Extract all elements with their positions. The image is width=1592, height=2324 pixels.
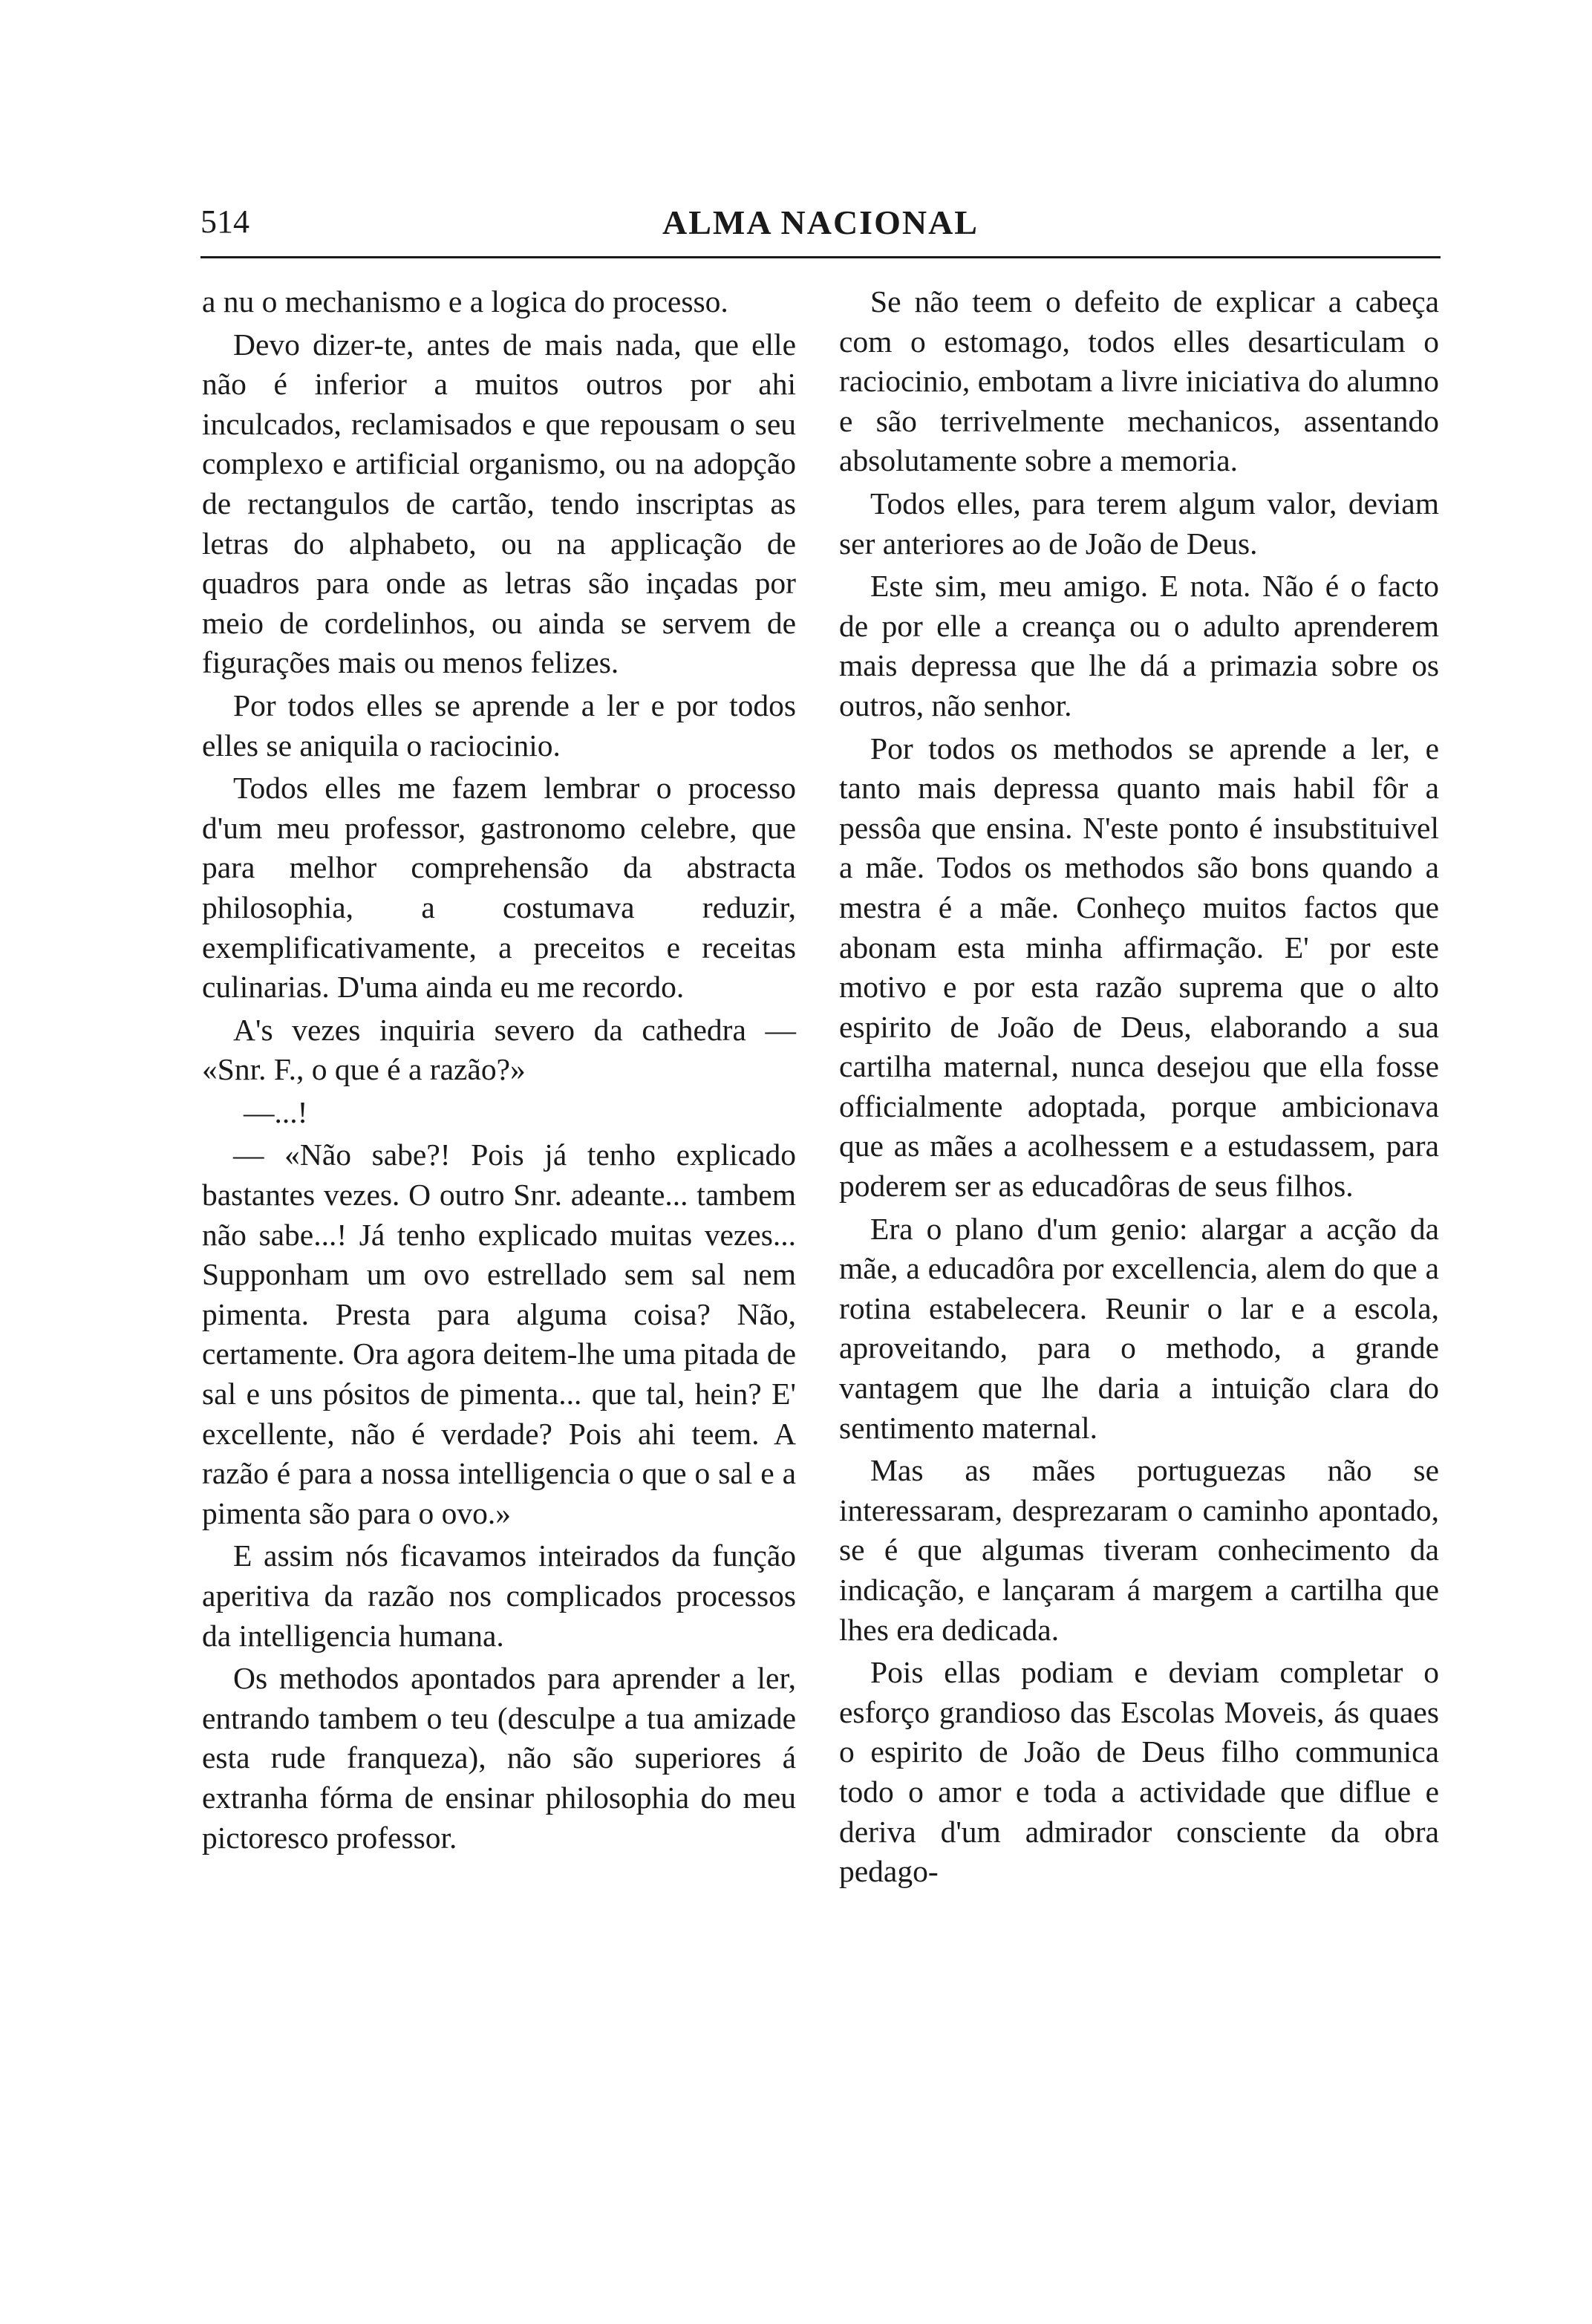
paragraph: Este sim, meu amigo. E nota. Não é o facto de por elle a creança ou o adulto aprenderem mais depressa que lhe dá a primazia sobre os outros, não senhor. — [839, 569, 1439, 722]
paragraph: Era o plano d'um genio: alargar a acção da mãe, a educadôra por excellencia, alem do que a rotina estabelecera. Reunir o lar e a escola, aproveitando, para o methodo, a grande vantagem que lhe daria a intuição clara do sentimento maternal. — [839, 1211, 1439, 1445]
paragraph: Todos elles, para terem algum valor, deviam ser anteriores ao de João de Deus. — [839, 486, 1439, 561]
paragraph: —...! — [244, 1094, 308, 1129]
paragraph: Por todos os methodos se aprende a ler, e tanto mais depressa quanto mais habil fôr a pessôa que ensina. N'este ponto é insubstituivel a mãe. Todos os methodos são bons quando a mestra é a mãe. Conheço muitos factos que abonam esta minha affirmação. E' por este motivo e por esta razão suprema que o alto espirito de João de Deus, elaborando a sua cartilha maternal, nunca desejou que ella fosse officialmente adoptada, porque ambicionava que as mães a acolhessem e a estudassem, para poderem ser as educadôras de seus filhos. — [839, 731, 1439, 1204]
page-header — [200, 197, 1441, 258]
paragraph: — «Não sabe?! Pois já tenho explicado bastantes vezes. O outro Snr. adeante... tambem não sabe...! Já tenho explicado muitas vezes... Supponham um ovo estrellado sem sal nem pimenta. Presta para alguma coisa? Não, certamente. Ora agora deitem-lhe uma pitada de sal e uns pósitos de pimenta... que tal, hein? E' excellente, não é verdade? Pois ahi teem. A razão é para a nossa intelligencia o que o sal e a pimenta são para o ovo.» — [202, 1137, 796, 1530]
running-title: ALMA NACIONAL — [662, 203, 979, 241]
paragraph: A's vezes inquiria severo da cathedra — «Snr. F., o que é a razão?» — [202, 1012, 796, 1087]
left-column — [202, 282, 796, 1861]
paragraph: Devo dizer-te, antes de mais nada, que elle não é inferior a muitos outros por ahi inculcados, reclamisados e que repousam o seu complexo e artificial organismo, ou na adopção de rectangulos de cartão, tendo inscriptas as letras do alphabeto, ou na applicação de quadros para onde as letras são inçadas por meio de cordelinhos, ou ainda se servem de figurações mais ou menos felizes. — [202, 327, 796, 680]
right-column — [839, 282, 1439, 1895]
paragraph: Se não teem o defeito de explicar a cabeça com o estomago, todos elles desarticulam o raciocinio, embotam a livre iniciativa do alumno e são terrivelmente mechanicos, assentando absolutamente sobre a memoria. — [839, 284, 1439, 478]
paragraph: Mas as mães portuguezas não se interessaram, desprezaram o caminho apontado, se é que algumas tiveram conhecimento da indicação, e lançaram á margem a cartilha que lhes era dedicada. — [839, 1453, 1439, 1647]
paragraph: Por todos elles se aprende a ler e por todos elles se aniquila o raciocinio. — [202, 688, 796, 763]
paragraph: E assim nós ficavamos inteirados da função aperitiva da razão nos complicados processos da intelligencia humana. — [202, 1538, 796, 1653]
page-number: 514 — [200, 203, 249, 240]
paragraph: Pois ellas podiam e deviam completar o esforço grandioso das Escolas Moveis, ás quaes o espirito de João de Deus filho communica todo o amor e toda a actividade que diflue e deriva d'um admirador consciente da obra pedago- — [839, 1655, 1439, 1889]
paragraph: Os methodos apontados para aprender a ler, entrando tambem o teu (desculpe a tua amizade esta rude franqueza), não são superiores á extranha fórma de ensinar philosophia do meu pictoresco professor. — [202, 1661, 796, 1855]
paragraph: Todos elles me fazem lembrar o processo d'um meu professor, gastronomo celebre, que para melhor comprehensão da abstracta philosophia, a costumava reduzir, exemplificativamente, a preceitos e receitas culinarias. D'uma ainda eu me recordo. — [202, 771, 796, 1005]
paragraph: a nu o mechanismo e a logica do processo. — [202, 284, 728, 319]
